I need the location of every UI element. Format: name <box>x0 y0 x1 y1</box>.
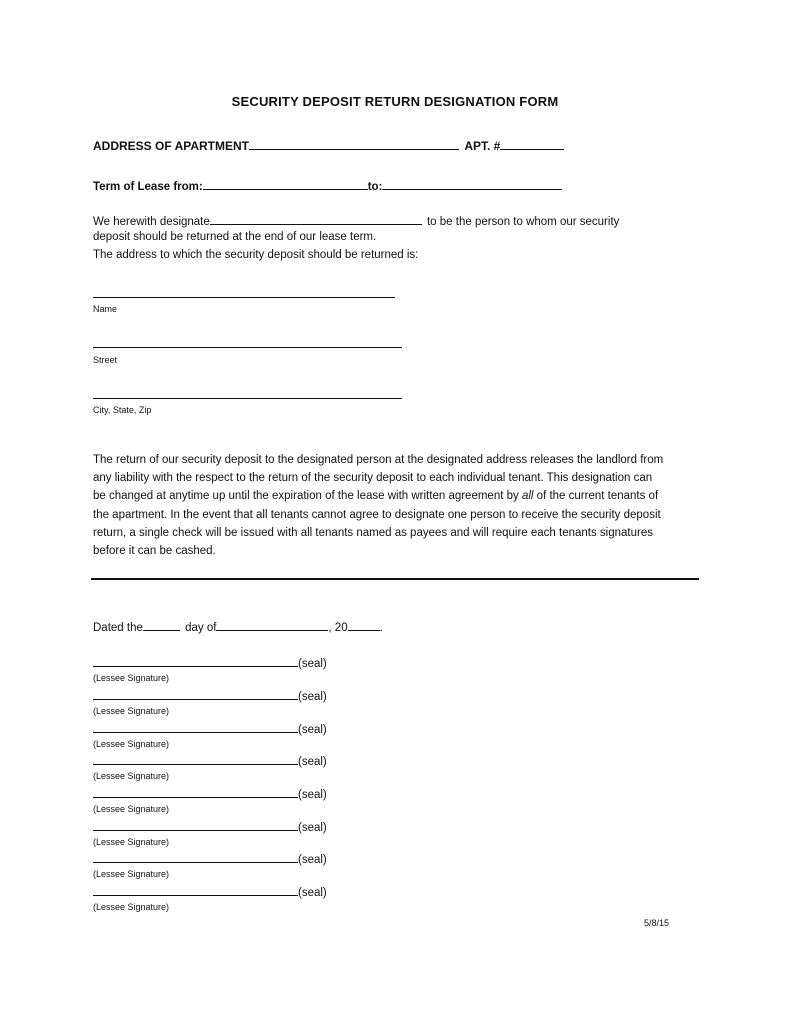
signature-row-4 <box>93 753 327 768</box>
seal-label: (seal) <box>298 691 327 703</box>
signature-field[interactable] <box>93 688 298 700</box>
name-field[interactable] <box>93 297 395 298</box>
month-field[interactable] <box>216 619 328 631</box>
release-line: return, a single check will be issued with all tenants named as payees and will require each tenants signatures <box>93 526 653 539</box>
address-row <box>93 138 564 153</box>
apt-field[interactable] <box>500 138 564 150</box>
signature-field[interactable] <box>93 753 298 765</box>
seal-label: (seal) <box>298 724 327 736</box>
address-field[interactable] <box>249 138 459 150</box>
release-paragraph <box>93 451 693 560</box>
signature-field[interactable] <box>93 786 298 798</box>
designate-line-1 <box>93 213 619 228</box>
street-label: Street <box>93 355 118 365</box>
signature-row-5 <box>93 786 327 801</box>
street-field[interactable] <box>93 347 402 348</box>
revision-date: 5/8/15 <box>644 918 670 928</box>
apt-label: APT. # <box>464 139 501 153</box>
lessee-signature-label: (Lessee Signature) <box>93 673 170 683</box>
day-field[interactable] <box>143 619 180 631</box>
release-line: be changed at anytime up until the expiration of the lease with written agreement by all of the current tenants of <box>93 490 659 503</box>
city-state-zip-field[interactable] <box>93 398 402 399</box>
designee-field[interactable] <box>210 213 422 225</box>
address-intro: The address to which the security deposit should be returned is: <box>93 249 419 261</box>
signature-field[interactable] <box>93 655 298 667</box>
lessee-signature-label: (Lessee Signature) <box>93 804 170 814</box>
lessee-signature-label: (Lessee Signature) <box>93 739 170 749</box>
signature-row-8 <box>93 884 327 899</box>
name-label: Name <box>93 304 118 314</box>
lessee-signature-label: (Lessee Signature) <box>93 869 170 879</box>
designate-prefix: We herewith designate <box>93 216 210 228</box>
year-prefix: , 20 <box>328 622 348 634</box>
term-row <box>93 178 562 193</box>
term-to-field[interactable] <box>382 178 562 190</box>
release-line: any liability with the respect to the return of the security deposit to each individual tenant. This designation can <box>93 472 653 485</box>
seal-label: (seal) <box>298 756 327 768</box>
address-label: ADDRESS OF APARTMENT <box>93 139 249 153</box>
day-of-label: day of <box>185 622 217 634</box>
term-from-label: Term of Lease from: <box>93 181 203 193</box>
seal-label: (seal) <box>298 822 327 834</box>
lessee-signature-label: (Lessee Signature) <box>93 706 170 716</box>
signature-row-3 <box>93 721 327 736</box>
section-divider <box>91 578 699 580</box>
seal-label: (seal) <box>298 854 327 866</box>
year-suffix: . <box>379 622 383 634</box>
seal-label: (seal) <box>298 887 327 899</box>
year-field[interactable] <box>348 619 380 631</box>
signature-row-2 <box>93 688 327 703</box>
form-title: SECURITY DEPOSIT RETURN DESIGNATION FORM <box>231 94 559 109</box>
signature-field[interactable] <box>93 851 298 863</box>
dated-row <box>93 619 383 634</box>
designate-suffix: to be the person to whom our security <box>426 216 620 228</box>
lessee-signature-label: (Lessee Signature) <box>93 902 170 912</box>
release-line: before it can be cashed. <box>93 545 216 558</box>
dated-the-label: Dated the <box>93 622 143 634</box>
term-from-field[interactable] <box>203 178 368 190</box>
seal-label: (seal) <box>298 789 327 801</box>
signature-row-7 <box>93 851 327 866</box>
city-state-zip-label: City, State, Zip <box>93 405 152 415</box>
signature-field[interactable] <box>93 819 298 831</box>
signature-row-1 <box>93 655 327 670</box>
signature-field[interactable] <box>93 884 298 896</box>
lessee-signature-label: (Lessee Signature) <box>93 837 170 847</box>
release-line: The return of our security deposit to the designated person at the designated address releases the landlord from <box>93 454 664 466</box>
designate-line-2: deposit should be returned at the end of our lease term. <box>93 231 377 243</box>
seal-label: (seal) <box>298 658 327 670</box>
signature-row-6 <box>93 819 327 834</box>
term-to-label: to: <box>367 181 383 193</box>
signature-field[interactable] <box>93 721 298 733</box>
release-line: the apartment. In the event that all tenants cannot agree to designate one person to receive the security deposit <box>93 508 661 521</box>
lessee-signature-label: (Lessee Signature) <box>93 771 170 781</box>
